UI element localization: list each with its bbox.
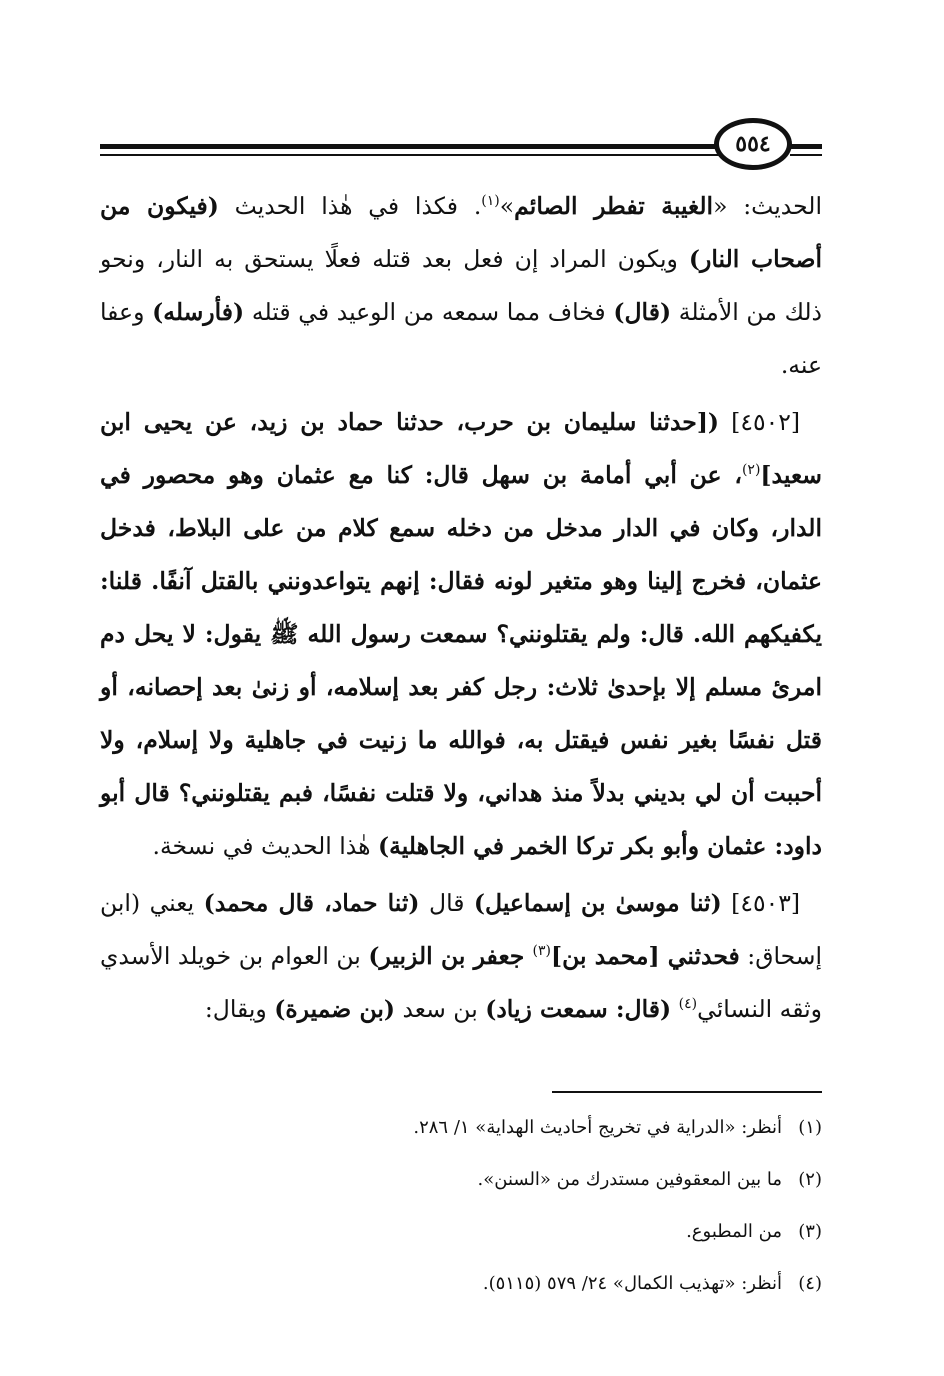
footnote-text: أنظر: «تهذيب الكمال» ٢٤/ ٥٧٩ (٥١١٥).	[482, 1273, 782, 1294]
footnote-ref: (٣)	[532, 943, 552, 960]
text-segment: جعفر بن الزبير)	[368, 942, 533, 970]
text-segment: (فأرسله)	[152, 298, 245, 326]
text-segment: فحدثني [محمد بن]	[551, 942, 740, 970]
text-segment: [٤٥٠٢]	[719, 408, 800, 436]
text-segment: بن العوام بن خويلد الأسدي وثقه النسائي	[100, 942, 822, 1023]
text-segment: [٤٥٠٣]	[721, 889, 801, 917]
text-segment: يعني (ابن إسحاق:	[100, 889, 822, 970]
paragraph	[100, 877, 822, 1036]
footnote-ref: (٢)	[741, 462, 761, 479]
text-segment: فخاف مما سمعه من الوعيد في قتله	[244, 298, 614, 326]
page-number: ٥٥٤	[714, 118, 792, 170]
footnote	[100, 1154, 822, 1206]
text-segment: ويكون المراد إن فعل بعد قتله فعلًا يستحق به النار، ونحو ذلك من الأمثلة	[100, 245, 823, 326]
text-segment: هٰذا الحديث في نسخة.	[152, 832, 378, 860]
footnote-number: (٢)	[798, 1169, 822, 1190]
text-segment: ويقال:	[204, 995, 275, 1023]
header-rule	[100, 144, 720, 149]
text-segment: (قال: سمعت زياد)	[485, 995, 672, 1023]
footnote-ref: (١)	[481, 193, 500, 210]
text-segment: قال	[419, 889, 474, 917]
header-rule-right	[790, 144, 822, 149]
footnote-text: ما بين المعقوفين مستدرك من «السنن».	[477, 1169, 782, 1190]
page-header	[100, 118, 822, 174]
paragraph	[100, 396, 822, 873]
footnote-number: (٤)	[798, 1273, 822, 1294]
text-segment: »	[499, 192, 515, 220]
main-text	[100, 180, 822, 1036]
text-segment: (قال)	[613, 298, 672, 326]
text-segment: (ثنا موسىٰ بن إسماعيل)	[473, 889, 722, 917]
footnotes	[100, 1102, 822, 1310]
text-segment: . فكذا في هٰذا الحديث	[218, 192, 482, 220]
footnote	[100, 1258, 822, 1310]
text-segment: (ثنا حماد، قال محمد)	[203, 889, 420, 917]
text-segment: الحديث: «	[713, 192, 822, 220]
text-segment: الغيبة تفطر الصائم	[514, 192, 714, 220]
text-segment: وعفا عنه.	[100, 298, 822, 379]
footnote-number: (١)	[798, 1117, 822, 1138]
header-rule-thin	[100, 154, 720, 156]
paragraph	[100, 180, 822, 392]
text-segment: ، عن أبي أمامة بن سهل قال: كنا مع عثمان وهو محصور في الدار، وكان في الدار مدخل من دخله سمع كلام من على البلاط، فدخل عثمان، فخرج إلينا وهو متغير لونه فقال: إنهم يتواعدونني بالقتل آنفًا. قلنا: يكفيكهم الله. قال: ولم يقتلونني؟ سمعت رسول الله ﷺ يقول: لا يحل دم امرئ مسلم إلا بإحدىٰ ثلاث: رجل كفر بعد إسلامه، أو زنىٰ بعد إحصانه، أو قتل نفسًا بغير نفس فيقتل به، فوالله ما زنيت في جاهلية ولا إسلام، ولا أحببت أن لي بديني بدلاً منذ هداني، ولا قتلت نفسًا، فبم يقتلونني؟ قال أبو داود: عثمان وأبو بكر تركا الخمر في الجاهلية)	[100, 461, 822, 860]
footnote-number: (٣)	[798, 1221, 822, 1242]
text-segment: بن سعد	[395, 995, 486, 1023]
text-segment	[671, 995, 678, 1023]
footnote-text: أنظر: «الدراية في تخريج أحاديث الهداية» ١/ ٢٨٦.	[413, 1117, 782, 1138]
header-rule-right-thin	[790, 154, 822, 156]
text-segment: (بن ضميرة)	[274, 995, 395, 1023]
footnote-separator	[552, 1091, 822, 1093]
footnote-ref: (٤)	[678, 996, 698, 1013]
footnote	[100, 1102, 822, 1154]
text-segment: ([حدثنا سليمان بن حرب، حدثنا حماد بن زيد، عن يحيى ابن سعيد]	[100, 408, 822, 489]
footnote-text: من المطبوع.	[686, 1221, 782, 1242]
footnote	[100, 1206, 822, 1258]
text-segment: (فيكون من أصحاب النار)	[100, 192, 822, 273]
